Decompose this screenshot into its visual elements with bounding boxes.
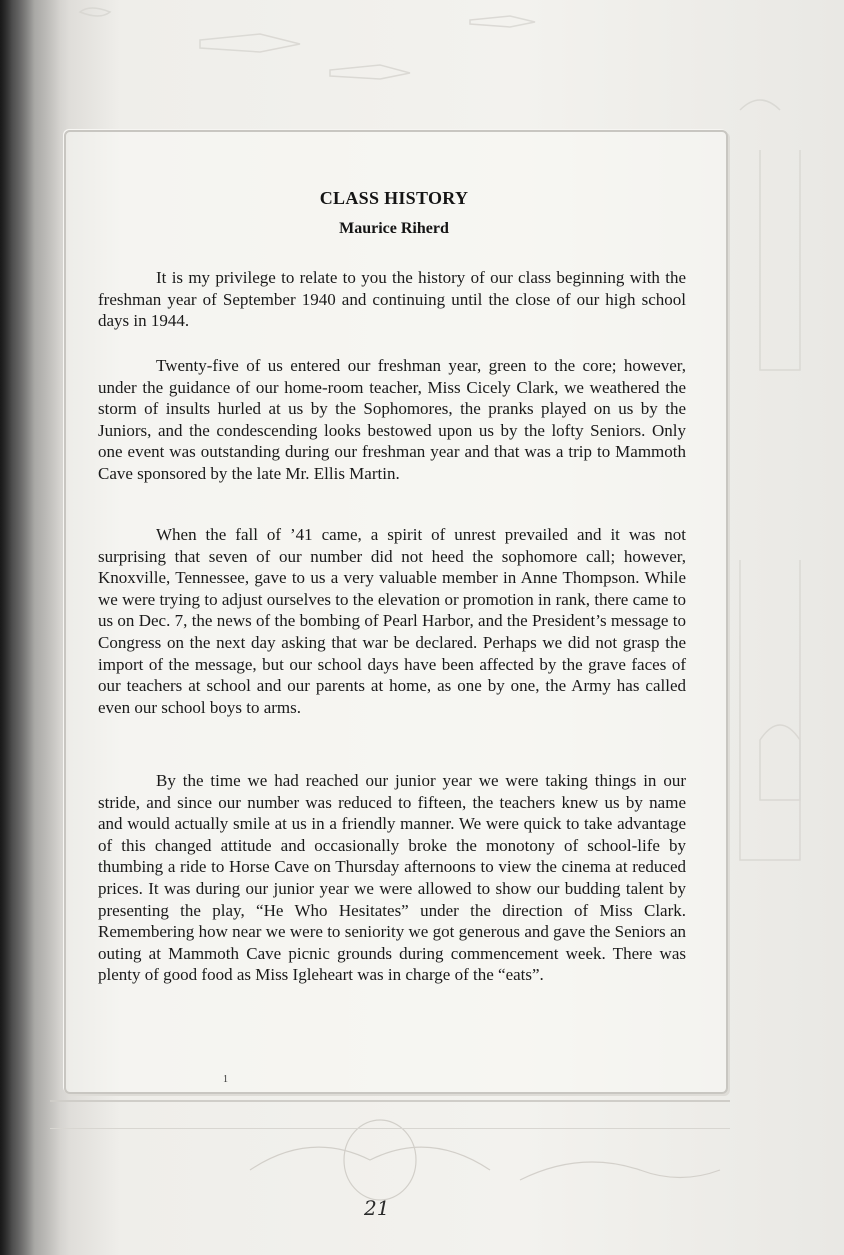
tower-outline <box>760 150 800 370</box>
arch-outline <box>760 725 800 800</box>
airplane-outline <box>330 65 410 79</box>
leaf-branch-outline <box>520 1162 720 1180</box>
airplane-outline <box>470 16 535 27</box>
paragraph-1: It is my privilege to relate to you the history of our class beginning with the freshman year of September 1940 and continuing until the close of our high school days in 1944. <box>98 268 686 331</box>
book-binding-shadow <box>0 0 70 1255</box>
footnote-mark: 1 <box>223 1074 228 1085</box>
author-name: Maurice Riherd <box>339 220 449 237</box>
airplane-outline <box>200 34 300 52</box>
eagle-wings-outline <box>250 1147 490 1170</box>
corner-emblem <box>80 8 110 16</box>
page-title: CLASS HISTORY <box>319 188 469 208</box>
paragraph-2: Twenty-five of us entered our freshman year, green to the core; however, under the guidance of our home-room teacher, Miss Cicely Clark, we weathered the storm of insults hurled at us by the Sophomores, the pranks played on us by the Juniors, and the condescending looks bestowed upon us by the lofty Seniors. Only one event was outstanding during our freshman year and that was a trip to Mammoth Cave sponsored by the late Mr. Ellis Martin. <box>98 356 686 483</box>
eagle-seal-outline <box>344 1120 416 1200</box>
statue-crown <box>740 100 780 110</box>
page-number: 21 <box>364 1196 390 1220</box>
paragraph-3: When the fall of ’41 came, a spirit of unrest prevailed and it was not surprising that seven of our number did not heed the sophomore call; however, Knoxville, Tennessee, gave to us a very valuable member in Anne Thompson. While we were trying to adjust ourselves to the elevation or promotion in rank, there came to us on Dec. 7, the news of the bombing of Pearl Harbor, and the President’s message to Congress on the next day asking that war be declared. Perhaps we did not grasp the import of the message, but our school days have been affected by the grave faces of our teachers at school and our parents at home, as one by one, the Army has called even our school boys to arms. <box>98 525 686 717</box>
paragraph-4: By the time we had reached our junior year we were taking things in our stride, and since our number was reduced to fifteen, the teachers knew us by name and would actually smile at us in a friendly manner. We were quick to take advantage of this changed attitude and occasionally broke the monotony of school-life by thumbing a ride to Horse Cave on Thursday afternoons to view the cinema at reduced prices. It was during our junior year we were allowed to show our budding talent by presenting the play, “He Who Hesitates” under the direction of Miss Clark. Remembering how near we were to seniority we got generous and gave the Seniors an outing at Mammoth Cave picnic grounds during commencement week. There was plenty of good food as Miss Igleheart was in charge of the “eats”. <box>98 771 686 985</box>
building-outline <box>740 560 800 860</box>
footer-decorative-band <box>50 1100 730 1129</box>
